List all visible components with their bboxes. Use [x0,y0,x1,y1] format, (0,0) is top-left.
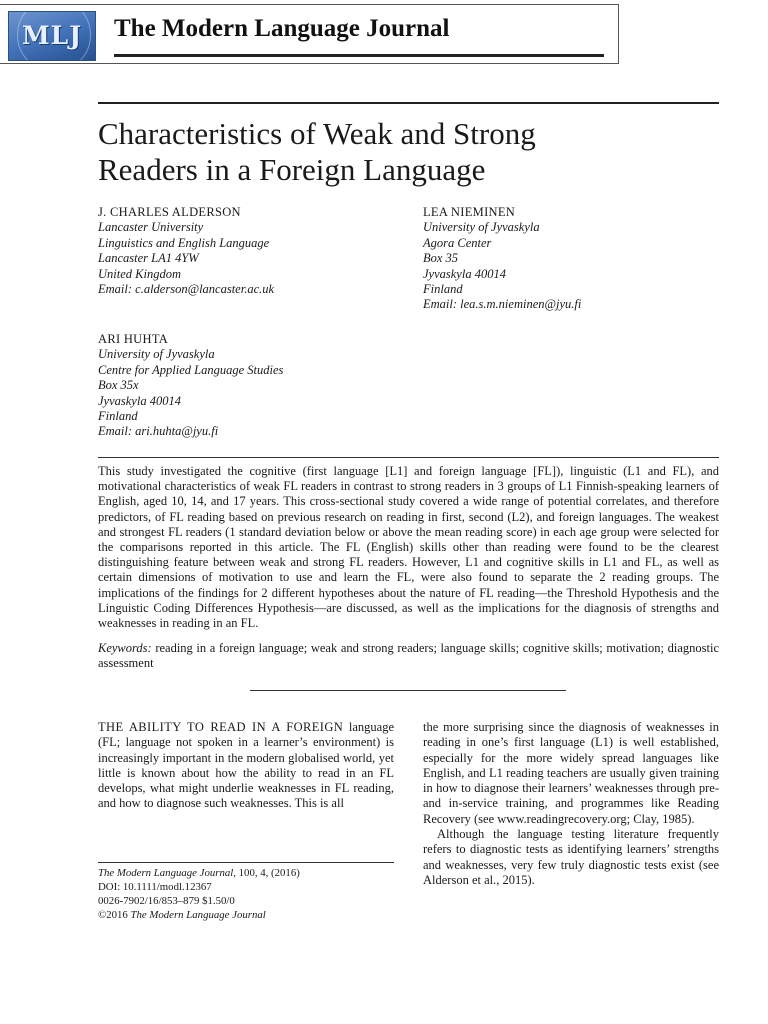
author-email: Email: lea.s.m.nieminen@jyu.fi [423,297,582,312]
abstract-rule [98,457,719,458]
author-email: Email: ari.huhta@jyu.fi [98,424,219,439]
affiliation-line: Lancaster University [98,220,204,235]
citation-footnote [98,866,394,922]
journal-logo [8,11,96,61]
article-title [98,116,698,188]
header-rule [114,54,604,57]
footnote-volume: 100, 4, (2016) [235,867,300,879]
body-paragraph: the more surprising since the diagnosis of weaknesses in reading in one’s first language (L1) is well established, especially for the more widely spread languages like English, and L1 reading teachers are usually given training in how to diagnose their learners’ weaknesses through pre- and in-service training, and programmes like Reading Recovery (see www.readingrecovery.org; Clay, 1985). [423,720,719,826]
logo-text: MLJ [21,21,83,50]
opening-small-caps: THE ABILITY TO READ IN A FOREIGN [98,720,344,734]
affiliation-line: Finland [423,282,463,297]
affiliation-line: University of Jyvaskyla [423,220,540,235]
affiliation-line: Box 35x [98,378,139,393]
author-name: J. CHARLES ALDERSON [98,205,241,219]
affiliation-line: Agora Center [423,235,492,250]
section-divider [250,690,566,691]
footnote-copyright-journal: The Modern Language Journal [130,909,266,921]
affiliation-line: Lancaster LA1 4YW [98,251,199,266]
body-text: language (FL; language not spoken in a learner’s environment) is increasingly important in the modern globalised world, yet little is known about how the ability to read in an FL develops, what might underlie weaknesses in FL reading, and how to diagnose such weaknesses. This is all [98,720,394,811]
footnote-copyright: ©2016 [98,909,131,921]
author-name: ARI HUHTA [98,332,169,346]
body-column-right [423,720,719,888]
affiliation-line: University of Jyvaskyla [98,347,215,362]
affiliation-line: Jyvaskyla 40014 [98,393,181,408]
author-block-huhta [98,332,283,440]
affiliation-line: Linguistics and English Language [98,235,270,250]
title-top-rule [98,102,719,104]
body-paragraph: Although the language testing literature frequently refers to diagnostic tests as identifying learners’ strengths and weaknesses, very few truly diagnostic tests exist (see Alderson et al., 2015). [423,827,719,887]
journal-name: The Modern Language Journal [114,15,450,42]
article-title-line-1: Characteristics of Weak and Strong [98,116,536,151]
footnote-issn: 0026-7902/16/853–879 $1.50/0 [98,895,235,907]
abstract: This study investigated the cognitive (first language [L1] and foreign language [FL]), linguistic (L1 and FL), and motivational characteristics of weak FL readers in contrast to strong readers in 3 groups of L1 Finnish-speaking learners of English, aged 10, 14, and 17 years. This cross-sectional study covered a wide range of potential correlates, and therefore predictors, of FL reading based on previous research on reading in first, second (L2), and foreign languages. The weakest and strongest FL readers (1 standard deviation below or above the mean reading score) in each age group were selected for the comparisons reported in this article. The FL (English) skills other than reading were found to be the clearest distinguishing feature between weak and strong FL readers. However, L1 and cognitive skills in L1 and FL, as well as certain dimensions of motivation to use and learn the FL, were also found to separate the 2 reading groups. The implications of the findings for 2 different hypotheses about the nature of FL reading—the Threshold Hypothesis and the Linguistic Coding Differences Hypothesis—are discussed, as well as the implications for the diagnosis of strengths and weaknesses in reading in an FL. [98,464,719,631]
author-email: Email: c.alderson@lancaster.ac.uk [98,282,275,297]
footnote-rule [98,862,394,863]
author-block-nieminen [423,205,581,313]
author-block-alderson [98,205,274,297]
affiliation-line: Jyvaskyla 40014 [423,266,506,281]
author-name: LEA NIEMINEN [423,205,516,219]
affiliation-line: Centre for Applied Language Studies [98,362,284,377]
footnote-journal: The Modern Language Journal, [98,867,236,879]
keywords-label: Keywords: [98,641,152,655]
body-column-left [98,720,394,812]
keywords [98,641,719,671]
affiliation-line: Box 35 [423,251,459,266]
affiliation-line: Finland [98,409,138,424]
keywords-text: reading in a foreign language; weak and strong readers; language skills; cognitive skills; motivation; diagnostic assessment [98,641,720,671]
article-title-line-2: Readers in a Foreign Language [98,152,486,187]
affiliation-line: United Kingdom [98,266,181,281]
footnote-doi: DOI: 10.1111/modl.12367 [98,881,212,893]
